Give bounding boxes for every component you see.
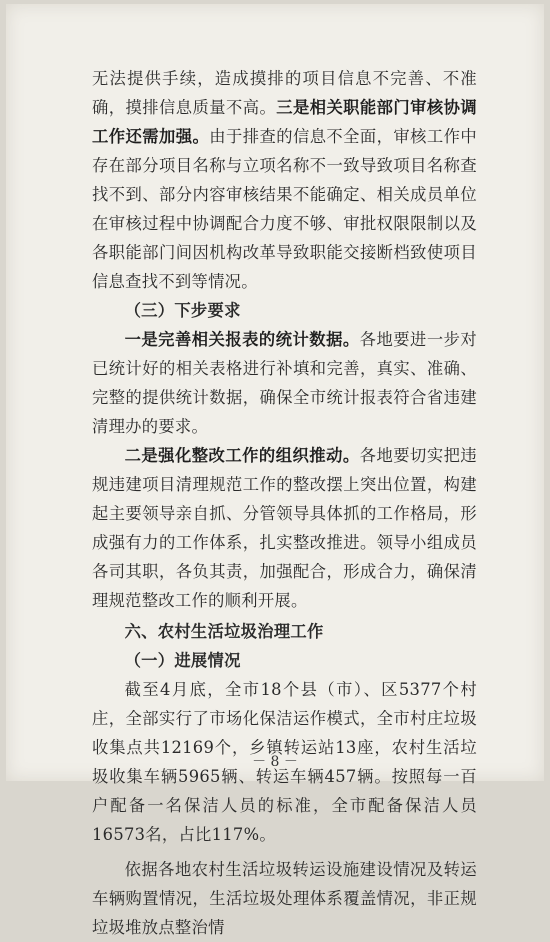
paragraph-review-issues (92, 64, 477, 296)
emphasis-text: 三是相关职能部门审核协调工作还需加强。 (92, 98, 477, 146)
chapter-heading-rural-garbage: 六、农村生活垃圾治理工作 (124, 622, 324, 641)
section-heading-next-steps: （三）下步要求 (124, 301, 241, 320)
paragraph-rectification (92, 441, 477, 615)
paragraph-statistics (92, 325, 477, 441)
emphasis-text: 一是完善相关报表的统计数据。 (124, 330, 360, 349)
paragraph-text: 无法提供手续，造成摸排的项目信息不完善、不准确，摸排信息质量不高。 (92, 69, 477, 117)
paragraph-assessment: 依据各地农村生活垃圾转运设施建设情况及转运车辆购置情况，生活垃圾处理体系覆盖情况，非正规垃圾堆放点整治情 (92, 860, 477, 937)
document-page (6, 4, 544, 937)
paragraph-text: 各地要进一步对已统计好的相关表格进行补填和完善，真实、准确、完整的提供统计数据，确保全市统计报表符合省违建清理办的要求。 (92, 330, 477, 436)
paragraph-text: 各地要切实把违规违建项目清理规范工作的整改摆上突出位置，构建起主要领导亲自抓、分管领导具体抓的工作格局，形成强有力的工作体系，扎实整改推进。领导小组成员各司其职，各负其责，加强配合，形成合力，确保清理规范整改工作的顺利开展。 (92, 446, 477, 610)
paragraph-progress-stats: 截至4月底，全市18个县（市）、区5377个村庄，全部实行了市场化保洁运作模式，全市村庄垃圾收集点共12169个，乡镇转运站13座，农村生活垃圾收集车辆5965辆、转运车辆457辆。按照每一百户配备一名保洁人员的标准，全市配备保洁人员16573名，占比117%。 (92, 680, 477, 844)
emphasis-text: 二是强化整改工作的组织推动。 (124, 446, 360, 465)
paragraph-text: 由于排查的信息不全面，审核工作中存在部分项目名称与立项名称不一致导致项目名称查找不到、部分内容审核结果不能确定、相关成员单位在审核过程中协调配合力度不够、审批权限限制以及各职能部门间因机构改革导致职能交接断档致使项目信息查找不到等情况。 (92, 127, 477, 291)
page-number: － 8 － (252, 754, 298, 770)
document-body (92, 64, 477, 942)
section-heading-progress: （一）进展情况 (124, 651, 241, 670)
